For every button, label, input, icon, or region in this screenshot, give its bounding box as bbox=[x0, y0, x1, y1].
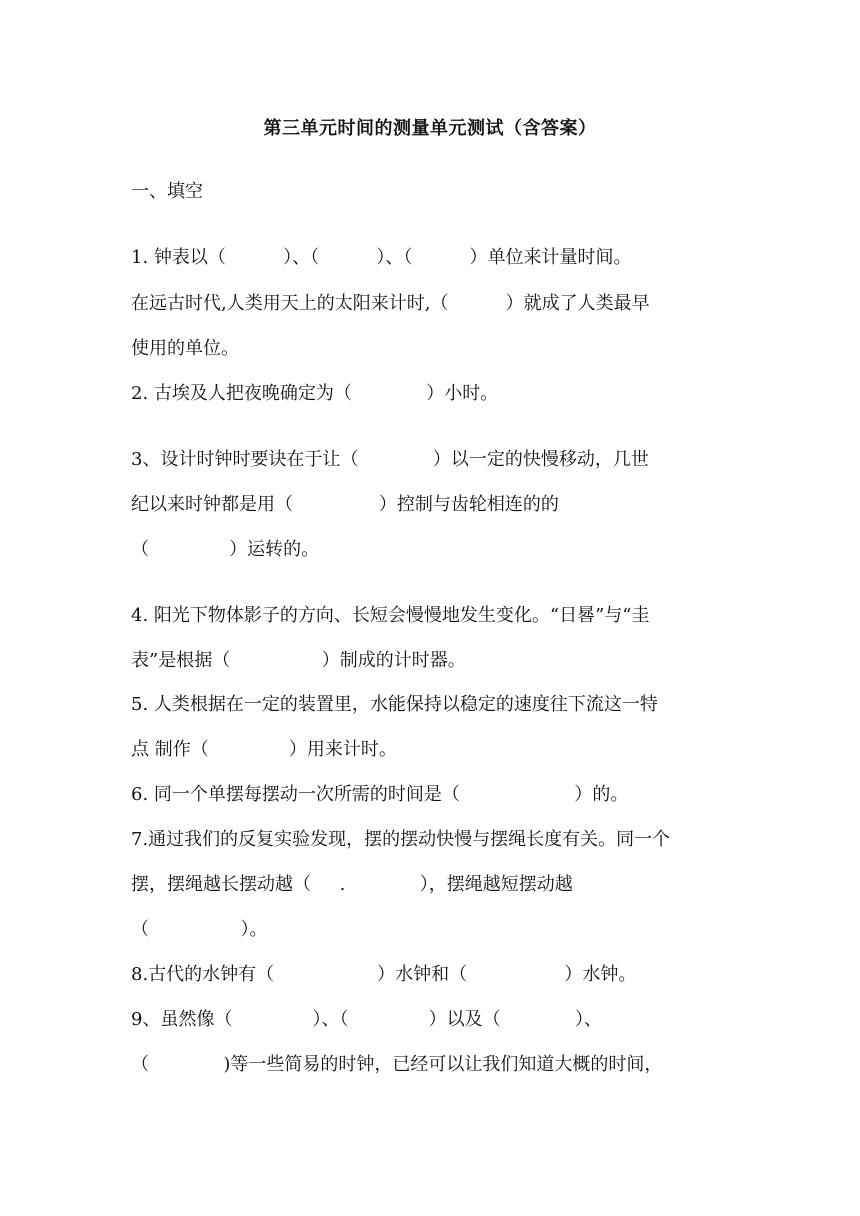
question-line: （ ）。 bbox=[131, 919, 268, 940]
question-line: 摆，摆绳越长摆动越（ . ），摆绳越短摆动越 bbox=[131, 874, 573, 895]
question-line: 6. 同一个单摆每摆动一次所需的时间是（ ）的。 bbox=[131, 784, 629, 805]
question-line: 使用的单位。 bbox=[131, 338, 239, 359]
question-line: 4. 阳光下物体影子的方向、长短会慢慢地发生变化。“日晷”与“圭 bbox=[131, 605, 650, 626]
question-line: 8.古代的水钟有（ ）水钟和（ ）水钟。 bbox=[131, 964, 637, 985]
question-line: 在远古时代,人类用天上的太阳来计时,（ ）就成了人类最早 bbox=[131, 293, 650, 314]
question-line: （ )等一些简易的时钟，已经可以让我们知道大概的时间， bbox=[131, 1054, 663, 1075]
document-title: 第三单元时间的测量单元测试（含答案） bbox=[263, 118, 597, 139]
question-line: 表”是根据（ ）制成的计时器。 bbox=[131, 650, 466, 671]
question-line: 1. 钟表以（ ）、（ ）、（ ）单位来计量时间。 bbox=[131, 247, 632, 268]
question-line: 5. 人类根据在一定的装置里，水能保持以稳定的速度往下流这一特 bbox=[131, 694, 658, 715]
question-line: （ ）运转的。 bbox=[131, 539, 320, 560]
question-line: 2. 古埃及人把夜晚确定为（ ）小时。 bbox=[131, 383, 499, 404]
section-heading: 一、填空 bbox=[131, 181, 203, 202]
question-line: 点 制作（ ）用来计时。 bbox=[131, 739, 397, 760]
question-line: 纪以来时钟都是用（ ）控制与齿轮相连的的 bbox=[131, 494, 559, 515]
question-line: 3、设计时钟时要诀在于让（ ）以一定的快慢移动，几世 bbox=[131, 449, 649, 470]
question-line: 7.通过我们的反复实验发现，摆的摆动快慢与摆绳长度有关。同一个 bbox=[131, 829, 671, 850]
question-line: 9、虽然像（ ）、（ ）以及（ ）、 bbox=[131, 1009, 603, 1030]
